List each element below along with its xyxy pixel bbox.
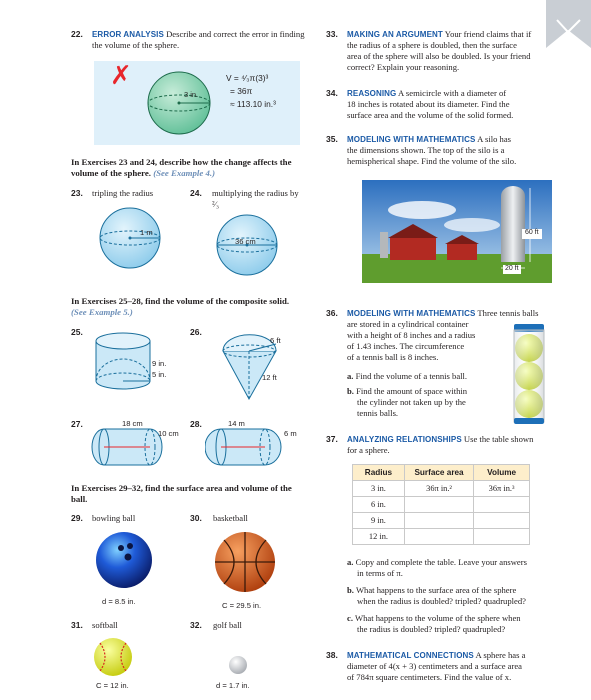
softball-image <box>93 637 133 677</box>
dimension-label: 18 cm <box>122 419 143 428</box>
golf-ball-image <box>228 655 248 675</box>
sphere-diagram-23 <box>95 207 167 269</box>
measurement-caption: C = 12 in. <box>96 681 129 690</box>
exercise-text: multiplying the radius by <box>212 188 299 198</box>
exercise-keyword: REASONING <box>347 89 397 98</box>
exercise-keyword: ANALYZING RELATIONSHIPS <box>347 435 462 444</box>
equation-line-1: V = ⁴⁄₃π(3)³ <box>226 73 269 83</box>
table-row: 3 in. 36π in.² 36π in.³ <box>353 481 530 497</box>
exercises-25-28-heading: In Exercises 25–28, find the volume of the composite solid. (See Example 5.) <box>71 296 290 317</box>
exercise-number: 34. <box>326 88 338 98</box>
cylinder-hemisphere-diagram <box>92 327 160 403</box>
exercise-number: 24. <box>190 188 202 198</box>
exercise-keyword: MAKING AN ARGUMENT <box>347 30 443 39</box>
exercise-number: 35. <box>326 134 338 144</box>
exercise-number: 30. <box>190 513 202 523</box>
radius-label: 3 in. <box>184 90 199 99</box>
exercise-keyword: MODELING WITH MATHEMATICS <box>347 309 476 318</box>
column-header: Radius <box>353 465 405 481</box>
table-row: 9 in. <box>353 513 530 529</box>
equation-line-3: ≈ 113.10 in.³ <box>230 99 276 109</box>
exercise-number: 27. <box>71 419 83 429</box>
sphere-table <box>352 464 530 545</box>
dimension-label: 12 ft <box>262 373 277 382</box>
diameter-label: 36 cm <box>235 237 256 246</box>
sphere-diagram <box>146 66 212 140</box>
basketball-image <box>214 531 276 593</box>
exercise-text: basketball <box>213 513 248 523</box>
exercise-number: 26. <box>190 327 202 337</box>
exercise-number: 32. <box>190 620 202 630</box>
table-row: 12 in. <box>353 529 530 545</box>
exercise-text: bowling ball <box>92 513 136 523</box>
dimension-label: 14 m <box>228 419 245 428</box>
exercise-number: 31. <box>71 620 83 630</box>
silo-farm-photo <box>362 180 552 283</box>
exercise-number: 22. <box>71 29 83 39</box>
column-header: Volume <box>474 465 530 481</box>
fraction: ²⁄₃ <box>212 199 220 209</box>
tennis-ball-container-image <box>505 320 553 428</box>
exercise-number: 23. <box>71 188 83 198</box>
exercise-number: 29. <box>71 513 83 523</box>
exercise-text: tripling the radius <box>92 188 154 198</box>
exercise-number: 28. <box>190 419 202 429</box>
silo-width-label: 20 ft <box>505 265 519 272</box>
bowling-ball-image <box>95 531 153 589</box>
radius-label: 1 m <box>140 228 153 237</box>
exercise-keyword: MATHEMATICAL CONNECTIONS <box>347 651 474 660</box>
dimension-label: 9 in. <box>152 359 167 368</box>
error-analysis-box <box>94 61 300 145</box>
exercise-text: Describe and correct the error in finding the volume of the sphere. <box>92 29 305 50</box>
dimension-label: 5 in. <box>152 370 167 379</box>
exercise-keyword: MODELING WITH MATHEMATICS <box>347 135 476 144</box>
capsule-diagram-27 <box>90 425 166 471</box>
exercise-number: 36. <box>326 308 338 318</box>
dimension-label: 10 cm <box>158 429 179 438</box>
example-reference: (See Example 4.) <box>153 168 215 178</box>
dimension-label: 6 ft <box>270 336 281 345</box>
exercise-number: 33. <box>326 29 338 39</box>
example-reference: (See Example 5.) <box>71 307 133 317</box>
exercise-text: softball <box>92 620 118 630</box>
red-x-icon: ✗ <box>110 61 132 91</box>
exercise-text: golf ball <box>213 620 242 630</box>
table-row: 6 in. <box>353 497 530 513</box>
exercises-23-24-heading: In Exercises 23 and 24, describe how the change affects the volume of the sphere. (See Example 4.) <box>71 157 292 178</box>
exercise-37-parts: a. Copy and complete the table. Leave your answers in terms of π. b. What happens to the surface area of the sphere when the radius is doubled? tripled? quadrupled? c. What happens to the volume of the sphere when the radius is doubled? tripled? quadrupled? <box>347 557 527 634</box>
measurement-caption: d = 8.5 in. <box>102 597 136 606</box>
measurement-caption: d = 1.7 in. <box>216 681 250 690</box>
exercise-number: 38. <box>326 650 338 660</box>
table-header-row <box>353 465 530 481</box>
equation-line-2: = 36π <box>230 86 253 96</box>
exercise-number: 37. <box>326 434 338 444</box>
column-header: Surface area <box>404 465 473 481</box>
exercise-number: 25. <box>71 327 83 337</box>
exercise-keyword: ERROR ANALYSIS <box>92 30 164 39</box>
dimension-label: 6 m <box>284 429 297 438</box>
silo-height-label: 60 ft <box>525 229 539 236</box>
capsule-diagram-28 <box>205 425 285 471</box>
exercises-29-32-heading: In Exercises 29–32, find the surface area and volume of the ball. <box>71 483 292 504</box>
measurement-caption: C = 29.5 in. <box>222 601 262 610</box>
